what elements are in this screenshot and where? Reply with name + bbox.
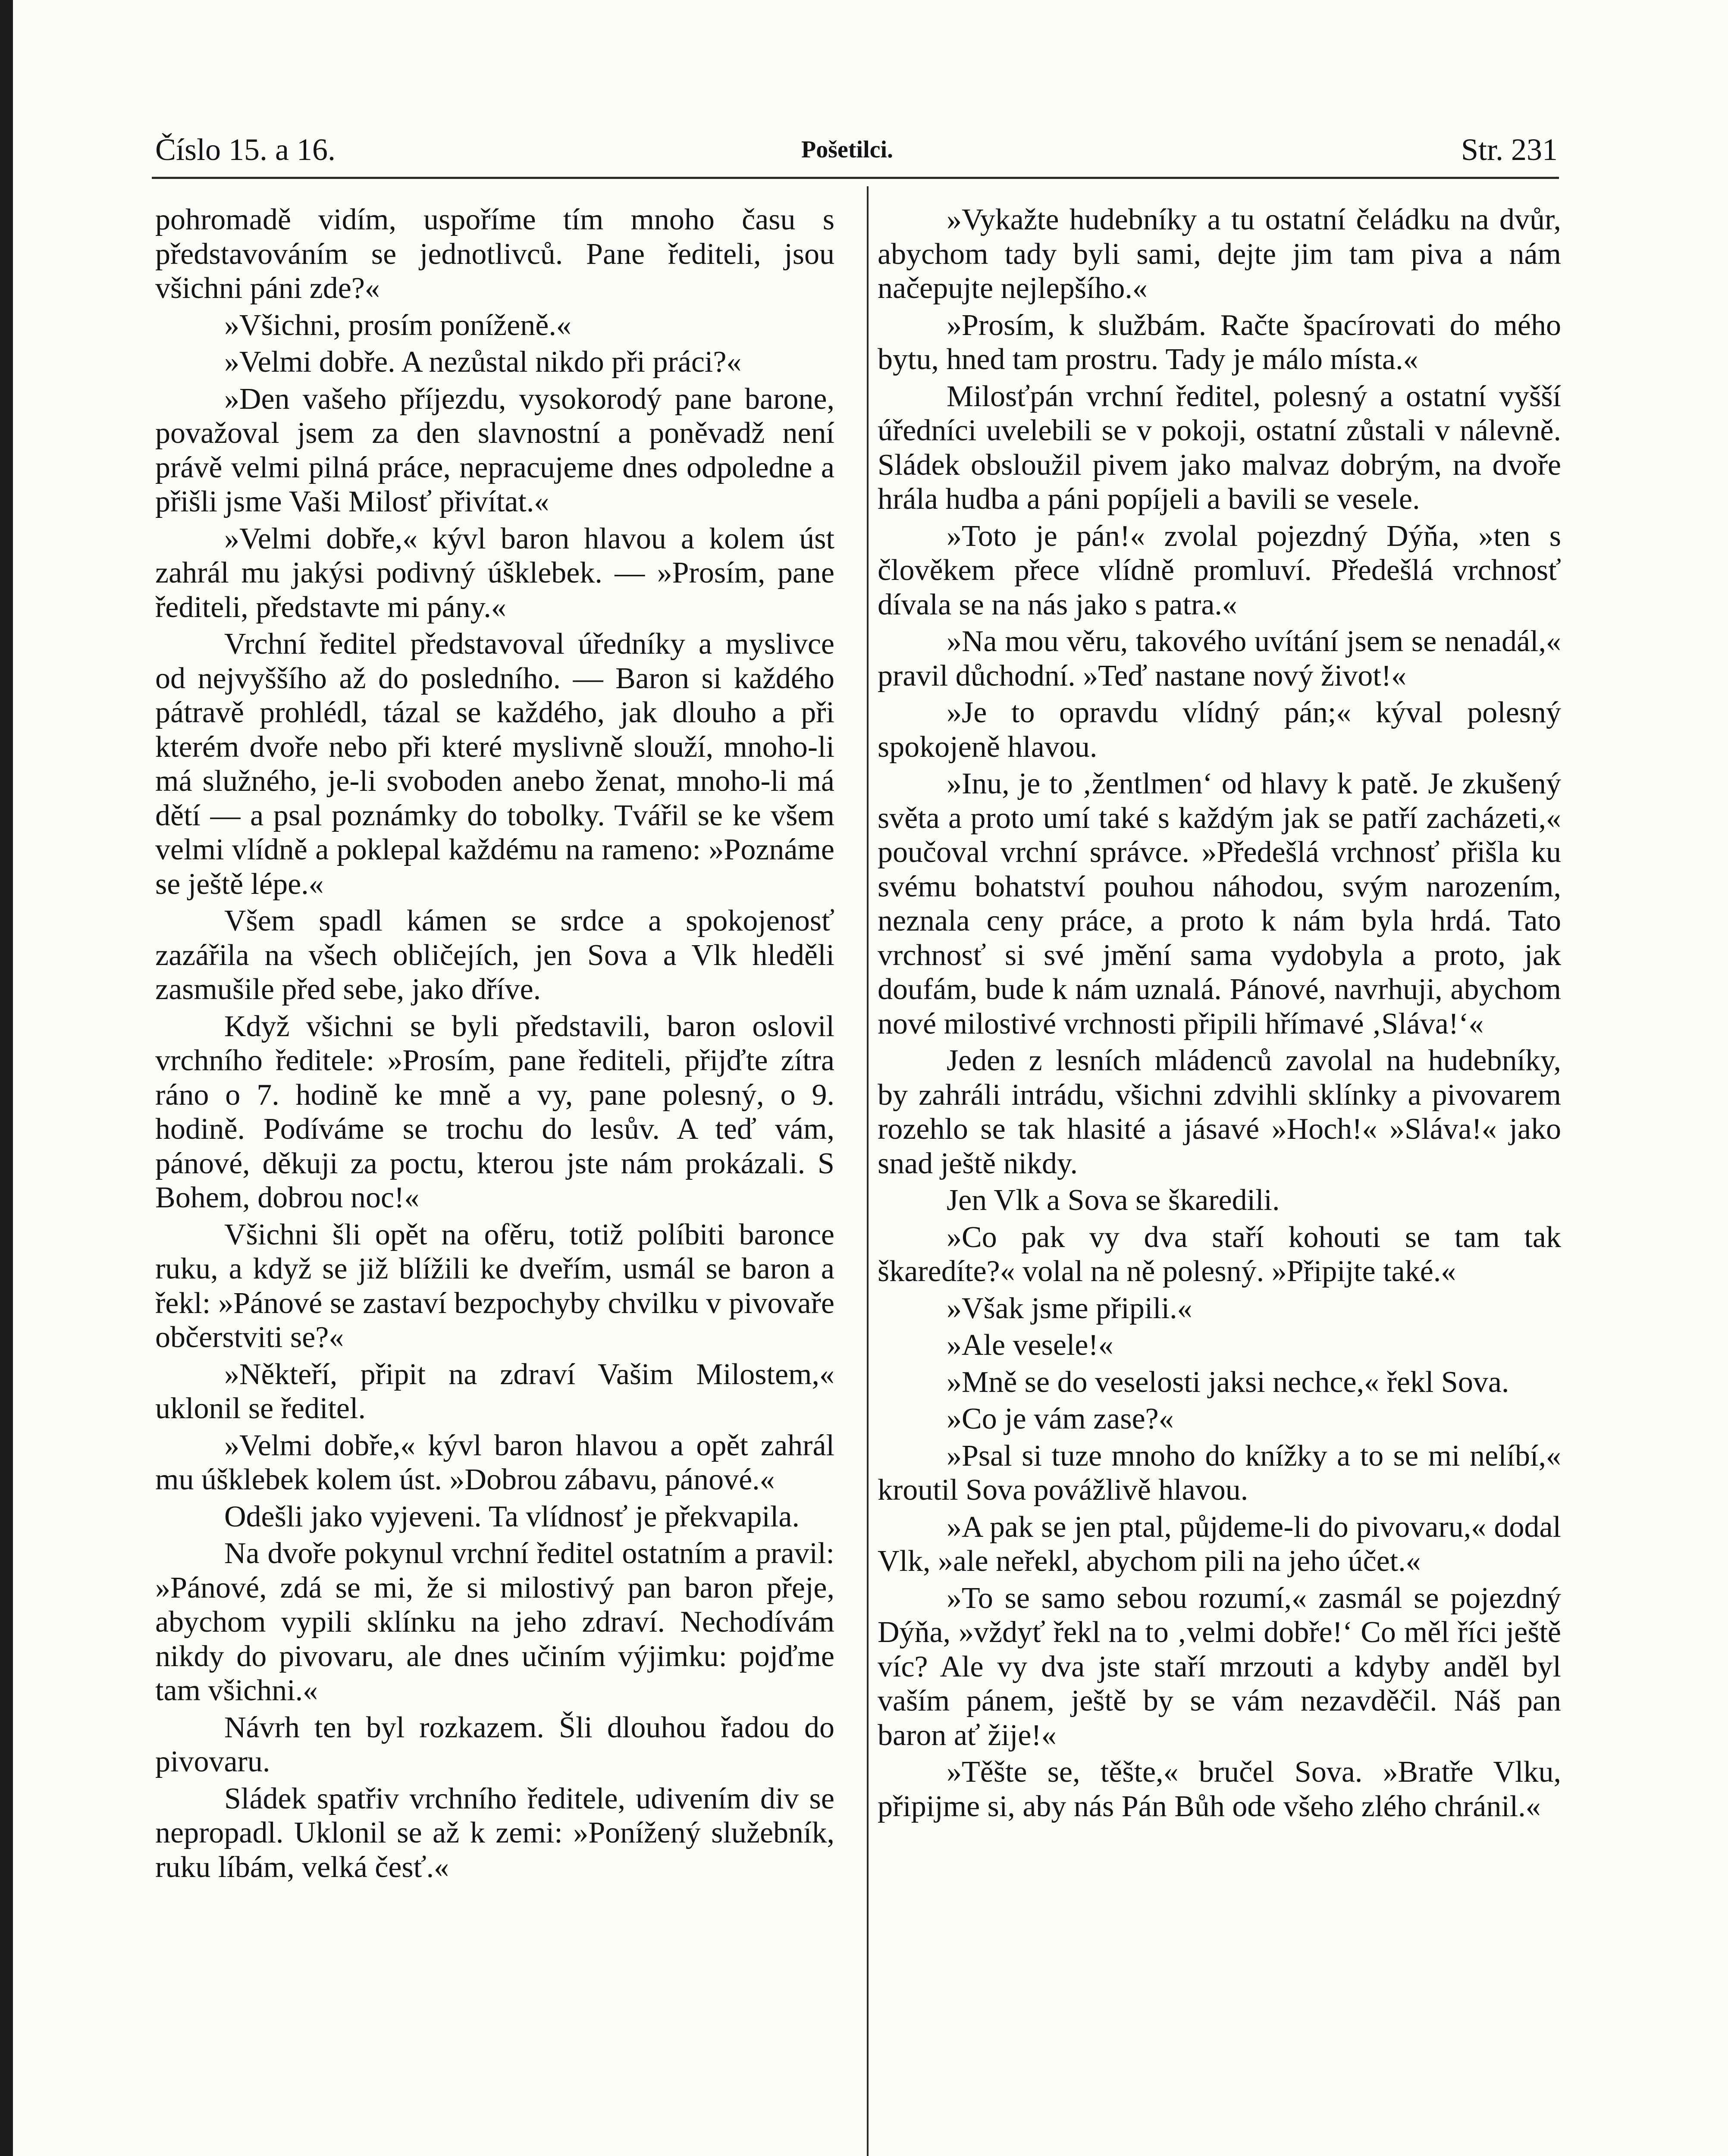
paragraph: »Velmi dobře,« kývl baron hlavou a opět zahrál mu úšklebek kolem úst. »Dobrou zábavu, pánové.« xyxy=(155,1429,834,1496)
running-title: Pošetilci. xyxy=(801,136,894,163)
paragraph: Všem spadl kámen se srdce a spokojenosť zazářila na všech obličejích, jen Sova a Vlk hleděli zasmušile před sebe, jako dříve. xyxy=(155,904,834,1006)
page-number: Str. 231 xyxy=(1461,132,1558,167)
paragraph: »Mně se do veselosti jaksi nechce,« řekl Sova. xyxy=(947,1365,1509,1399)
paragraph: »Velmi dobře,« kývl baron hlavou a kolem úst zahrál mu jakýsi podivný úšklebek. — »Prosím, pane řediteli, představte mi pány.« xyxy=(155,522,834,624)
paragraph: »Vykažte hudebníky a tu ostatní čeládku na dvůr, abychom tady byli sami, dejte jim tam piva a nám načepujte nejlepšího.« xyxy=(878,203,1561,305)
paragraph: »Těšte se, těšte,« bručel Sova. »Bratře Vlku, připijme si, aby nás Pán Bůh ode všeho zlého chránil.« xyxy=(878,1755,1561,1823)
paragraph: »Psal si tuze mnoho do knížky a to se mi nelíbí,« kroutil Sova povážlivě hlavou. xyxy=(878,1439,1561,1507)
paragraph: »Někteří, připit na zdraví Vašim Milostem,« uklonil se ředitel. xyxy=(155,1357,834,1425)
paragraph: »Velmi dobře. A nezůstal nikdo při práci?« xyxy=(224,345,742,379)
paragraph: »To se samo sebou rozumí,« zasmál se pojezdný Dýňa, »vždyť řekl na to ‚velmi dobře!‘ Co měl říci ještě víc? Ale vy dva jste staří mrzouti a kdyby anděl byl vaším pánem, ještě by se vám nezavděčil. Náš pan baron ať žije!« xyxy=(878,1581,1561,1752)
paragraph: Když všichni se byli představili, baron oslovil vrchního ředitele: »Prosím, pane řediteli, přijďte zítra ráno o 7. hodině ke mně a vy, pane polesný, o 9. hodině. Podíváme se trochu do lesův. A teď vám, pánové, děkuji za poctu, kterou jste nám prokázali. S Bohem, dobrou noc!« xyxy=(155,1009,834,1214)
paragraph: Všichni šli opět na ofěru, totiž políbiti baronce ruku, a když se již blížili ke dveřím, usmál se baron a řekl: »Pánové se zastaví bezpochyby chvilku v pivovaře občerstviti se?« xyxy=(155,1218,834,1354)
paragraph: Návrh ten byl rozkazem. Šli dlouhou řadou do pivovaru. xyxy=(155,1711,834,1778)
column-divider xyxy=(867,186,869,2156)
paragraph: »Prosím, k službám. Račte špacírovati do mého bytu, hned tam prostru. Tady je málo místa.« xyxy=(878,308,1561,376)
issue-number: Číslo 15. a 16. xyxy=(155,132,336,167)
paragraph: »Inu, je to ‚žentlmen‘ od hlavy k patě. Je zkušený světa a proto umí také s každým jak se patří zacházeti,« poučoval vrchní správce. »Předešlá vrchnosť přišla ku svému bohatství pouhou náhodou, svým narozením, neznala ceny práce, a proto k nám byla hrdá. Tato vrchnosť si své jmění sama vydobyla a proto, jak doufám, bude k nám uznalá. Pánové, navrhuji, abychom nové milostivé vrchnosti připili hřímavé ‚Sláva!‘« xyxy=(878,767,1561,1040)
paragraph: »Co je vám zase?« xyxy=(947,1402,1174,1435)
paragraph: »Toto je pán!« zvolal pojezdný Dýňa, »ten s člověkem přece vlídně promluví. Předešlá vrchnosť dívala se na nás jako s patra.« xyxy=(878,519,1561,621)
paragraph: »Je to opravdu vlídný pán;« kýval polesný spokojeně hlavou. xyxy=(878,696,1561,764)
paragraph: »Den vašeho příjezdu, vysokorodý pane barone, považoval jsem za den slavnostní a poněvadž není právě velmi pilná práce, nepracujeme dnes odpoledne a přišli jsme Vaši Milosť přivítat.« xyxy=(155,382,834,518)
paragraph: »Ale vesele!« xyxy=(947,1329,1113,1362)
right-column xyxy=(878,203,1561,1824)
paragraph: Jen Vlk a Sova se škaredili. xyxy=(947,1184,1280,1217)
paragraph: Vrchní ředitel představoval úředníky a myslivce od nejvyššího až do posledního. — Baron si každého pátravě prohlédl, tázal se každého, jak dlouho a při kterém dvoře nebo při které myslivně slouží, mnoho-li má služného, je-li svoboden anebo ženat, mnoho-li má dětí — a psal poznámky do tobolky. Tvářil se ke všem velmi vlídně a poklepal každému na rameno: »Poznáme se ještě lépe.« xyxy=(155,627,834,901)
paragraph: Sládek spatřiv vrchního ředitele, udivením div se nepropadl. Uklonil se až k zemi: »Ponížený služebník, ruku líbám, velká česť.« xyxy=(155,1782,834,1884)
paragraph: »Na mou věru, takového uvítání jsem se nenadál,« pravil důchodní. »Teď nastane nový život!« xyxy=(878,625,1561,693)
paragraph: Na dvoře pokynul vrchní ředitel ostatním a pravil: »Pánové, zdá se mi, že si milostivý pan baron přeje, abychom vypili sklínku na jeho zdraví. Nechodívám nikdy do pivovaru, ale dnes učiním výjimku: pojďme tam všichni.« xyxy=(155,1537,834,1707)
paragraph: »Však jsme připili.« xyxy=(947,1291,1192,1325)
paragraph: Jeden z lesních mládenců zavolal na hudebníky, by zahráli intrádu, všichni zdvihli sklínky a pivovarem rozehlo se tak hlasité a jásavé »Hoch!« »Sláva!« jako snad ještě nikdy. xyxy=(878,1044,1561,1180)
paragraph: »Co pak vy dva staří kohouti se tam tak škaredíte?« volal na ně polesný. »Připijte také.« xyxy=(878,1220,1561,1288)
paragraph: »Všichni, prosím poníženě.« xyxy=(224,308,571,342)
scan-edge-shadow xyxy=(0,0,13,2156)
paragraph: Odešli jako vyjeveni. Ta vlídnosť je překvapila. xyxy=(224,1500,800,1533)
header-rule xyxy=(152,177,1559,179)
paragraph: »A pak se jen ptal, půjdeme-li do pivovaru,« dodal Vlk, »ale neřekl, abychom pili na jeho účet.« xyxy=(878,1510,1561,1578)
paragraph: Milosťpán vrchní ředitel, polesný a ostatní vyšší úředníci uvelebili se v pokoji, ostatní zůstali v nálevně. Sládek obsloužil pivem jako malvaz dobrým, na dvoře hrála hudba a páni popíjeli a bavili se vesele. xyxy=(878,379,1561,516)
left-column xyxy=(155,203,834,1884)
paragraph: pohromadě vidím, uspoříme tím mnoho času s představováním se jednotlivců. Pane řediteli, jsou všichni páni zde?« xyxy=(155,203,834,305)
